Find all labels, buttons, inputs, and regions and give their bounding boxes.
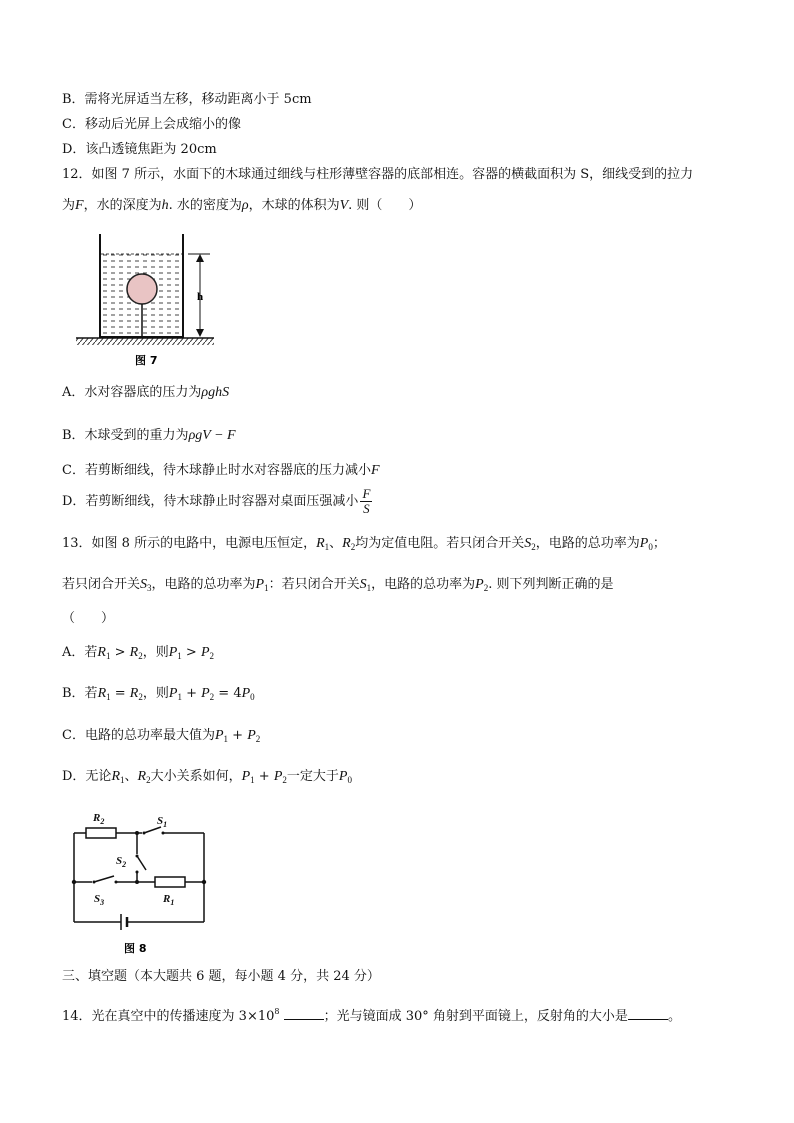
q12-stem-line2: 为F，水的深度为h. 水的密度为ρ，木球的体积为V. 则（ ）: [62, 198, 422, 213]
label-r1: $R_1$: [163, 893, 175, 907]
depth-label: h: [197, 291, 204, 303]
resistor-r2: [86, 828, 116, 838]
label-r2: $R_2$: [93, 812, 105, 826]
q12-option-c: C．若剪断细线，待木球静止时水对容器底的压力减小F: [62, 463, 380, 478]
resistor-r1: [155, 877, 185, 887]
figure-7-container-diagram: [70, 228, 220, 370]
q13-stem-line1: 13．如图 8 所示的电路中，电源电压恒定，$R_1$、$R_2$均为定值电阻。若只闭合开关$S_2$，电路的总功率为$P_0$；: [62, 536, 666, 552]
q14-stem: 14．光在真空中的传播速度为 $3\times 10^8$ ；光与镜面成 30° 角射到平面镜上，反射角的大小是 。: [62, 1007, 681, 1024]
switch-s2: [137, 856, 146, 870]
q13-option-a: A．若$R_1 > R_2$，则$P_1 > P_2$: [62, 645, 214, 661]
label-s3: $S_3$: [94, 893, 105, 907]
q13-stem-line2: 若只闭合开关$S_3$，电路的总功率为$P_1$：若只闭合开关$S_1$，电路的总功率为$P_2$. 则下列判断正确的是: [62, 577, 614, 593]
figure-8-circuit-diagram: [64, 806, 214, 958]
figure-8-caption: 图 8: [124, 942, 147, 955]
label-s2: $S_2$: [116, 855, 127, 869]
q13-option-d: D．无论$R_1$、$R_2$大小关系如何，$P_1 + P_2$一定大于$P_0$: [62, 769, 352, 785]
figure-7-caption: 图 7: [135, 354, 158, 367]
q12-option-d: D．若剪断细线，待木球静止时容器对桌面压强减小 $\frac{F}{S}$: [62, 486, 371, 516]
q14-blank-1[interactable]: [284, 1007, 324, 1020]
q11-option-c: C．移动后光屏上会成缩小的像: [62, 117, 241, 132]
q14-blank-2[interactable]: [628, 1007, 668, 1020]
switch-s3: [94, 876, 114, 882]
q11-option-d: D．该凸透镜焦距为 20cm: [62, 142, 217, 157]
q13-answer-paren: （ ）: [62, 611, 115, 626]
q12-stem-line1: 12．如图 7 所示，水面下的木球通过细线与柱形薄壁容器的底部相连。容器的横截面积为 S，细线受到的拉力: [62, 167, 694, 182]
q11-option-b: B．需将光屏适当左移，移动距离小于 5cm: [62, 92, 312, 107]
switch-s1: [144, 827, 161, 833]
section-3-heading: 三、填空题（本大题共 6 题，每小题 4 分，共 24 分）: [62, 969, 380, 984]
q13-option-b: B．若$R_1 = R_2$，则$P_1 + P_2 = 4P_0$: [62, 686, 255, 702]
label-s1: $S_1$: [157, 815, 168, 829]
wooden-ball: [127, 274, 157, 304]
q12-option-a: A．水对容器底的压力为ρghS: [62, 385, 230, 400]
q12-option-b: B．木球受到的重力为ρgV − F: [62, 428, 236, 443]
fraction-F-over-S: $\frac{F}{S}$: [362, 486, 371, 516]
q13-option-c: C．电路的总功率最大值为$P_1 + P_2$: [62, 728, 261, 744]
